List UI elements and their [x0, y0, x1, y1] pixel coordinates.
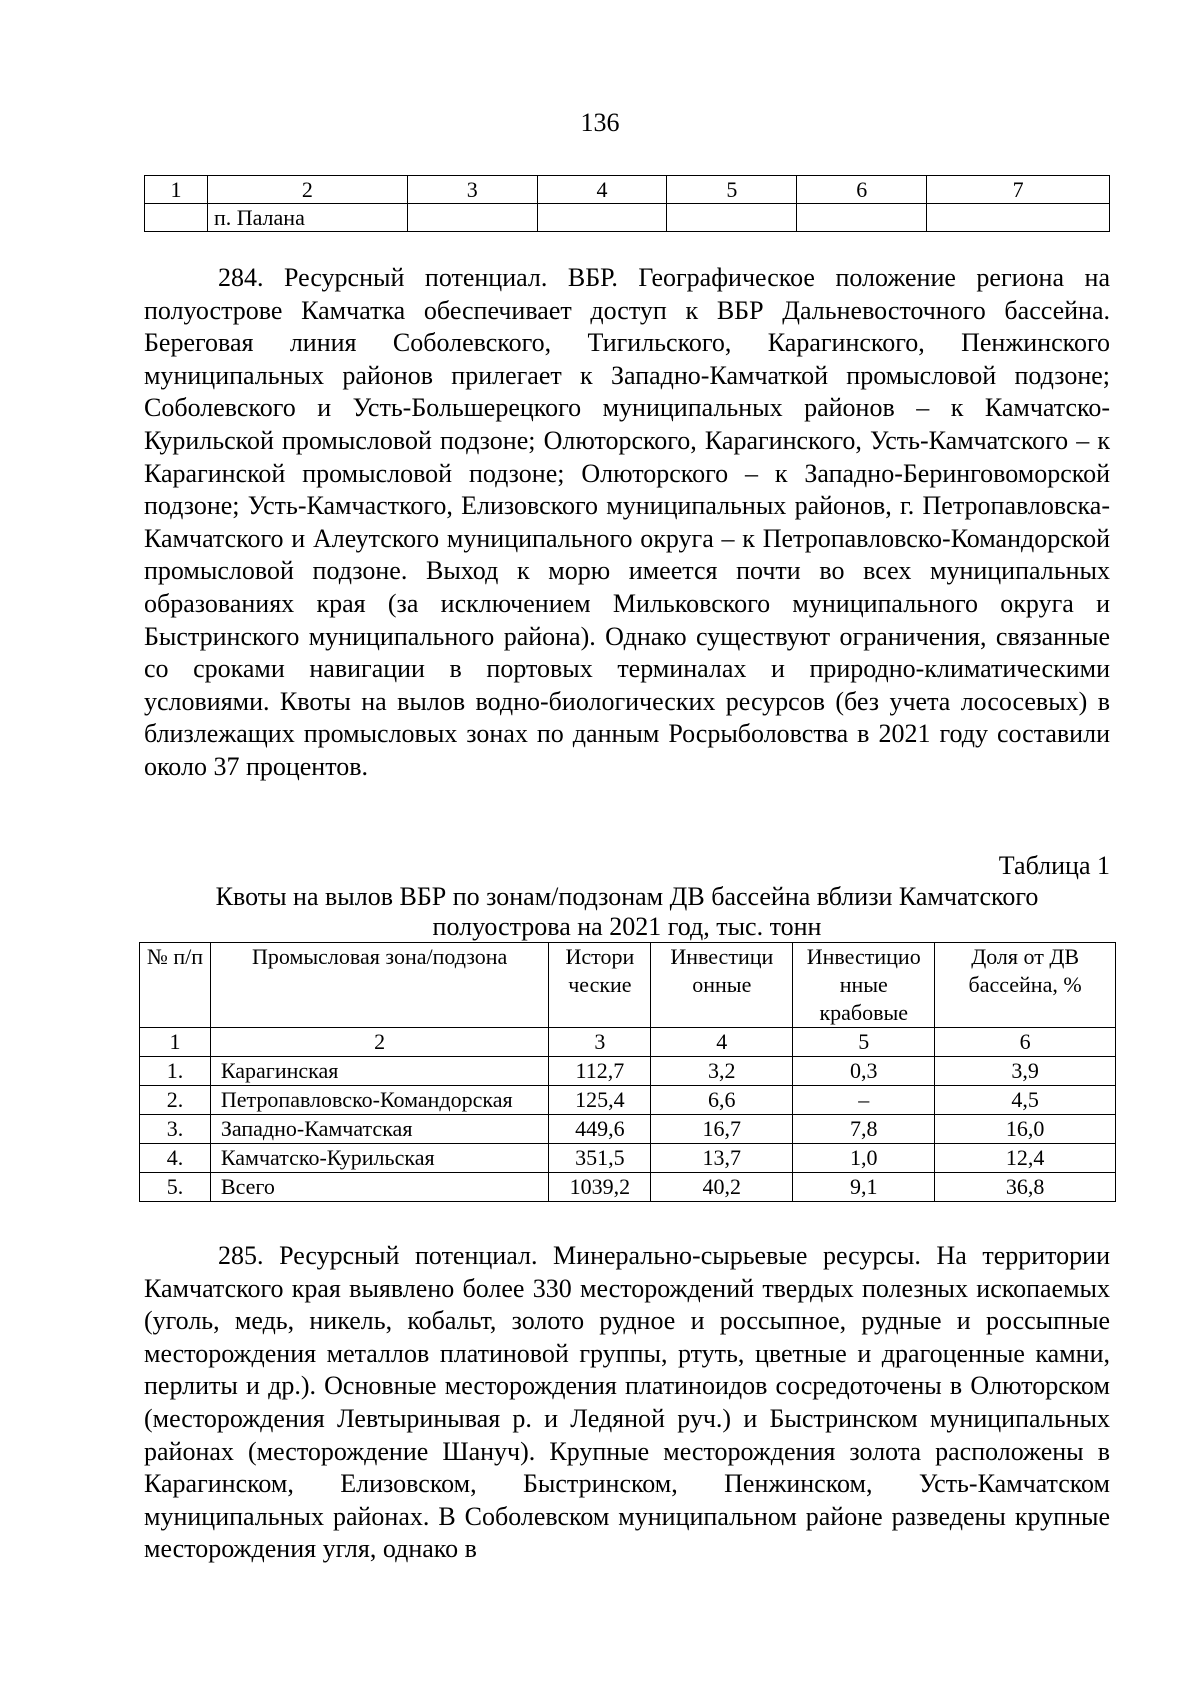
table-cell: 4.	[140, 1144, 211, 1173]
table-row	[140, 1173, 1116, 1202]
table-cell: 5	[793, 1028, 935, 1057]
paragraph-text: 284. Ресурсный потенциал. ВБР. Географическое положение региона на полуострове Камчатка обеспечивает доступ к ВБР Дальневосточного бассейна. Береговая линия Соболевского, Тигильского, Карагинского, Пенжинского муниципальных районов прилегает к Западно-Камчаткой промысловой подзоне; Соболевского и Усть-Большерецкого муниципальных районов – к Камчатско-Курильской промысловой подзоне; Олюторского, Карагинского, Усть-Камчатского – к Карагинской промысловой подзоне; Олюторского – к Западно-Беринговоморской подзоне; Усть-Камчасткого, Елизовского муниципальных районов, г. Петропавловска-Камчатского и Алеутского муниципального округа – к Петропавловско-Командорской промысловой подзоне. Выход к морю имеется почти во всех муниципальных образованиях края (за исключением Мильковского муниципального округа и Быстринского муниципального района). Однако существуют ограничения, связанные со сроками навигации в портовых терминалах и природно-климатическими условиями. Квоты на вылов водно-биологических ресурсов (без учета лососевых) в близлежащих промысловых зонах по данным Росрыболовства в 2021 году составили около 37 процентов.	[144, 263, 1110, 781]
table-row	[145, 204, 1110, 232]
table-cell: Петропавловско-Командорская	[210, 1086, 549, 1115]
table-cell: 3.	[140, 1115, 211, 1144]
table-cell	[667, 204, 797, 232]
table-cell: 4,5	[935, 1086, 1116, 1115]
table-cell: Всего	[210, 1173, 549, 1202]
table-cell: 9,1	[793, 1173, 935, 1202]
table-label: Таблица 1	[998, 851, 1110, 880]
table-row	[140, 1115, 1116, 1144]
table-cell: 16,7	[651, 1115, 793, 1144]
column-header: № п/п	[140, 943, 211, 1028]
table-cell: 1,0	[793, 1144, 935, 1173]
table-cell: 3,2	[651, 1057, 793, 1086]
table-cell: 7,8	[793, 1115, 935, 1144]
table-row	[140, 1086, 1116, 1115]
table-cell	[537, 204, 667, 232]
table-cell: 4	[651, 1028, 793, 1057]
table-cell: 6	[935, 1028, 1116, 1057]
table-cell: 1	[145, 176, 208, 204]
table-cell: 449,6	[549, 1115, 651, 1144]
table-cell: п. Палана	[207, 204, 407, 232]
table-cell: 351,5	[549, 1144, 651, 1173]
column-header: Промысловая зона/подзона	[210, 943, 549, 1028]
table-cell: 6,6	[651, 1086, 793, 1115]
paragraph-text: 285. Ресурсный потенциал. Минерально-сырьевые ресурсы. На территории Камчатского края выявлено более 330 месторождений твердых полезных ископаемых (уголь, медь, никель, кобальт, золото рудное и россыпное, рудные и россыпные месторождения металлов платиновой группы, ртуть, цветные и драгоценные камни, перлиты и др.). Основные месторождения платиноидов сосредоточены в Олюторском (месторождения Левтыринывая р. и Ледяной руч.) и Быстринском муниципальных районах (месторождение Шануч). Крупные месторождения золота расположены в Карагинском, Елизовском, Быстринском, Пенжинском, Усть-Камчатском муниципальных районах. В Соболевском муниципальном районе разведены крупные месторождения угля, однако в	[144, 1241, 1110, 1564]
table-cell: 4	[537, 176, 667, 204]
table-row	[140, 1057, 1116, 1086]
table-cell: 3	[407, 176, 537, 204]
table-cell: Западно-Камчатская	[210, 1115, 549, 1144]
table-cell: 3,9	[935, 1057, 1116, 1086]
page-number: 136	[580, 108, 620, 137]
table-cell: 3	[549, 1028, 651, 1057]
table-row	[140, 1144, 1116, 1173]
table-cell: 2.	[140, 1086, 211, 1115]
table-cell: 36,8	[935, 1173, 1116, 1202]
table-cell	[927, 204, 1110, 232]
continuation-table	[144, 175, 1110, 232]
table-cell: 2	[207, 176, 407, 204]
table-cell: 40,2	[651, 1173, 793, 1202]
table-cell: 13,7	[651, 1144, 793, 1173]
table-cell: –	[793, 1086, 935, 1115]
table-cell: 1.	[140, 1057, 211, 1086]
table-cell: 5.	[140, 1173, 211, 1202]
table-cell: 7	[927, 176, 1110, 204]
table-cell: 16,0	[935, 1115, 1116, 1144]
column-number-row	[140, 1028, 1116, 1057]
table-cell: 1039,2	[549, 1173, 651, 1202]
table-cell: 0,3	[793, 1057, 935, 1086]
paragraph-284	[144, 262, 1110, 784]
table-cell: Карагинская	[210, 1057, 549, 1086]
table-cell: 112,7	[549, 1057, 651, 1086]
column-header: Истори ческие	[549, 943, 651, 1028]
quota-table	[139, 942, 1116, 1202]
table-cell: 12,4	[935, 1144, 1116, 1173]
paragraph-285	[144, 1240, 1110, 1566]
table-title: Квоты на вылов ВБР по зонам/подзонам ДВ бассейна вблизи Камчатского полуострова на 2021 год, тыс. тонн	[215, 882, 1039, 941]
table-header-row	[140, 943, 1116, 1028]
table-cell: 1	[140, 1028, 211, 1057]
table-cell	[797, 204, 927, 232]
column-header: Инвестици онные	[651, 943, 793, 1028]
column-header: Инвестицио нные крабовые	[793, 943, 935, 1028]
table-cell	[407, 204, 537, 232]
column-header: Доля от ДВ бассейна, %	[935, 943, 1116, 1028]
table-cell: 6	[797, 176, 927, 204]
table-cell: Камчатско-Курильская	[210, 1144, 549, 1173]
table-cell: 5	[667, 176, 797, 204]
table-cell: 2	[210, 1028, 549, 1057]
table-header-row	[145, 176, 1110, 204]
table-cell	[145, 204, 208, 232]
table-cell: 125,4	[549, 1086, 651, 1115]
